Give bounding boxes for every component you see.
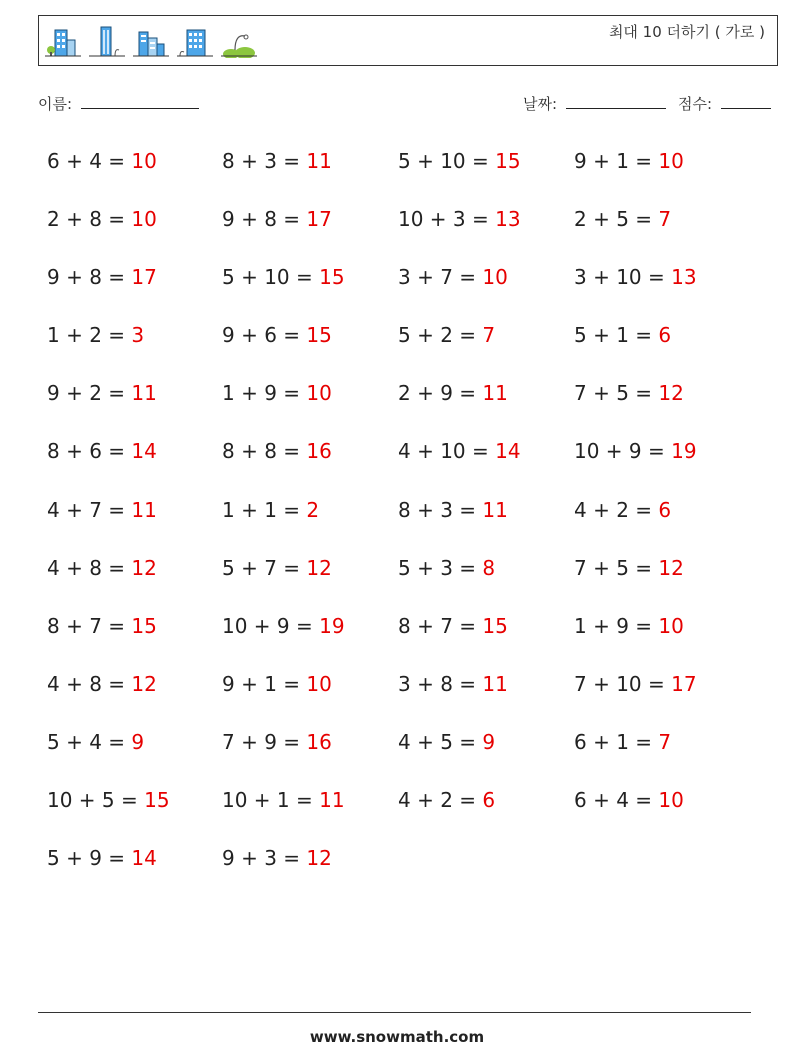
problem-answer: 16: [306, 439, 332, 464]
problem-item: [222, 727, 398, 785]
worksheet-title: 최대 10 더하기 ( 가로 ): [608, 23, 765, 41]
problem-answer: 14: [131, 439, 157, 464]
problem-answer: 7: [658, 207, 672, 232]
problem-answer: 11: [319, 788, 345, 813]
park-icon: [221, 24, 257, 58]
problem-question: 5 + 1 =: [574, 323, 653, 348]
problem-question: 8 + 3 =: [222, 149, 301, 173]
problem-answer: 6: [658, 323, 672, 348]
problem-answer: 17: [306, 207, 332, 232]
problem-question: 7 + 5 =: [574, 381, 653, 406]
problem-answer: 10: [131, 149, 157, 173]
problem-item: [47, 378, 222, 436]
problem-question: 2 + 9 =: [398, 381, 477, 406]
problem-question: 2 + 5 =: [574, 207, 653, 232]
problem-item: [222, 785, 398, 843]
problem-answer: 11: [131, 381, 157, 406]
name-line[interactable]: [81, 93, 199, 109]
problem-question: 2 + 8 =: [47, 207, 126, 232]
problem-answer: 11: [306, 149, 332, 173]
office-icon: [177, 24, 213, 58]
problem-item: [222, 553, 398, 611]
problem-item: [398, 204, 574, 262]
problem-question: 1 + 2 =: [47, 323, 126, 348]
problem-item: [47, 785, 222, 843]
problem-item: [222, 669, 398, 727]
name-label: 이름:: [38, 95, 73, 113]
problem-item: [47, 262, 222, 320]
city-icon: [133, 24, 169, 58]
problem-question: 3 + 7 =: [398, 265, 477, 290]
problem-question: 4 + 2 =: [574, 497, 653, 522]
problem-answer: 3: [131, 323, 145, 348]
problem-answer: 11: [131, 497, 157, 522]
problem-item: [398, 611, 574, 669]
problem-answer: 15: [306, 323, 332, 348]
problem-answer: 14: [495, 439, 521, 464]
problem-question: 8 + 7 =: [398, 613, 477, 638]
problem-question: 7 + 5 =: [574, 555, 653, 580]
problem-answer: 19: [671, 439, 697, 464]
problem-question: 4 + 8 =: [47, 555, 126, 580]
problem-answer: 11: [482, 381, 508, 406]
problem-answer: 9: [131, 729, 145, 754]
problem-item: [398, 262, 574, 320]
problem-answer: 11: [482, 671, 508, 696]
problem-question: 9 + 8 =: [47, 265, 126, 290]
problem-item: [222, 204, 398, 262]
problem-item: [574, 495, 757, 553]
problem-answer: 14: [131, 846, 157, 871]
problem-item: [574, 378, 757, 436]
score-line[interactable]: [721, 93, 771, 109]
problem-item: [398, 727, 574, 785]
problem-item: [574, 727, 757, 785]
problem-answer: 10: [658, 788, 684, 813]
name-field: [38, 93, 199, 114]
problem-question: 9 + 8 =: [222, 207, 301, 232]
problem-question: 4 + 5 =: [398, 729, 477, 754]
problem-item: [47, 320, 222, 378]
building-icon: [45, 24, 81, 58]
tower-icon: [89, 24, 125, 58]
problem-answer: 16: [306, 729, 332, 754]
problem-item: [47, 669, 222, 727]
problem-item: [47, 146, 222, 204]
problem-item: [398, 553, 574, 611]
problem-question: 1 + 9 =: [222, 381, 301, 406]
problem-answer: 12: [306, 846, 332, 871]
problem-item: [47, 843, 222, 901]
problem-answer: 10: [306, 671, 332, 696]
problem-question: 10 + 9 =: [574, 439, 665, 464]
problem-question: 4 + 7 =: [47, 497, 126, 522]
problem-question: 9 + 3 =: [222, 846, 301, 871]
problem-item: [222, 262, 398, 320]
problem-question: 8 + 6 =: [47, 439, 126, 464]
problem-item: [574, 553, 757, 611]
problem-answer: 12: [306, 555, 332, 580]
problem-answer: 17: [671, 671, 697, 696]
problem-question: 6 + 1 =: [574, 729, 653, 754]
problem-item: [574, 146, 757, 204]
problem-item: [222, 146, 398, 204]
problem-question: 4 + 2 =: [398, 788, 477, 813]
score-label: 점수:: [678, 95, 713, 113]
problem-question: 9 + 1 =: [222, 671, 301, 696]
problem-answer: 12: [131, 671, 157, 696]
problem-grid: [47, 146, 757, 901]
problem-question: 5 + 4 =: [47, 729, 126, 754]
problem-question: 5 + 2 =: [398, 323, 477, 348]
problem-item: [47, 436, 222, 494]
problem-question: 10 + 9 =: [222, 613, 313, 638]
problem-answer: 12: [131, 555, 157, 580]
problem-answer: 15: [482, 613, 508, 638]
problem-question: 7 + 9 =: [222, 729, 301, 754]
problem-question: 4 + 10 =: [398, 439, 489, 464]
problem-question: 5 + 3 =: [398, 555, 477, 580]
problem-answer: 7: [658, 729, 672, 754]
problem-question: 8 + 8 =: [222, 439, 301, 464]
problem-answer: 6: [482, 788, 496, 813]
problem-question: 1 + 9 =: [574, 613, 653, 638]
problem-item: [222, 495, 398, 553]
problem-answer: 10: [306, 381, 332, 406]
problem-item: [398, 378, 574, 436]
problem-answer: 15: [495, 149, 521, 173]
problem-question: 3 + 10 =: [574, 265, 665, 290]
problem-item: [574, 204, 757, 262]
problem-answer: 13: [495, 207, 521, 232]
problem-item: [47, 204, 222, 262]
problem-item: [222, 378, 398, 436]
problem-question: 1 + 1 =: [222, 497, 301, 522]
problem-question: 9 + 6 =: [222, 323, 301, 348]
problem-question: 9 + 1 =: [574, 149, 653, 173]
problem-question: 5 + 9 =: [47, 846, 126, 871]
problem-item: [47, 495, 222, 553]
problem-answer: 15: [131, 613, 157, 638]
problem-question: 10 + 5 =: [47, 788, 138, 813]
problem-item: [398, 669, 574, 727]
date-field: [523, 93, 666, 114]
problem-question: 5 + 10 =: [398, 149, 489, 173]
problem-question: 10 + 3 =: [398, 207, 489, 232]
problem-answer: 19: [319, 613, 345, 638]
problem-answer: 17: [131, 265, 157, 290]
problem-answer: 15: [319, 265, 345, 290]
footer-website: www.snowmath.com: [309, 1028, 485, 1046]
problem-item: [574, 320, 757, 378]
problem-item: [398, 320, 574, 378]
problem-question: 7 + 10 =: [574, 671, 665, 696]
problem-answer: 11: [482, 497, 508, 522]
problem-answer: 9: [482, 729, 496, 754]
problem-item: [398, 785, 574, 843]
problem-answer: 7: [482, 323, 496, 348]
problem-item: [398, 146, 574, 204]
problem-item: [398, 495, 574, 553]
problem-question: 8 + 7 =: [47, 613, 126, 638]
problem-item: [574, 436, 757, 494]
problem-answer: 6: [658, 497, 672, 522]
problem-question: 6 + 4 =: [574, 788, 653, 813]
problem-answer: 15: [144, 788, 170, 813]
problem-question: 5 + 10 =: [222, 265, 313, 290]
problem-item: [398, 436, 574, 494]
date-line[interactable]: [566, 93, 666, 109]
problem-question: 4 + 8 =: [47, 671, 126, 696]
problem-item: [222, 436, 398, 494]
problem-answer: 13: [671, 265, 697, 290]
problem-question: 9 + 2 =: [47, 381, 126, 406]
problem-item: [222, 320, 398, 378]
problem-item: [574, 785, 757, 843]
problem-question: 3 + 8 =: [398, 671, 477, 696]
problem-answer: 10: [131, 207, 157, 232]
problem-question: 6 + 4 =: [47, 149, 126, 173]
problem-answer: 12: [658, 555, 684, 580]
header-icons: [45, 24, 257, 58]
problem-question: 8 + 3 =: [398, 497, 477, 522]
problem-answer: 10: [482, 265, 508, 290]
problem-answer: 10: [658, 613, 684, 638]
problem-answer: 2: [306, 497, 320, 522]
problem-question: 10 + 1 =: [222, 788, 313, 813]
problem-answer: 12: [658, 381, 684, 406]
problem-item: [47, 553, 222, 611]
problem-item: [222, 611, 398, 669]
problem-item: [222, 843, 398, 901]
problem-item: [574, 262, 757, 320]
problem-answer: 10: [658, 149, 684, 173]
problem-item: [47, 611, 222, 669]
problem-answer: 8: [482, 555, 496, 580]
problem-item: [574, 611, 757, 669]
footer-divider: [38, 1012, 751, 1013]
score-field: [678, 93, 771, 114]
worksheet-header: [38, 15, 778, 66]
problem-item: [574, 669, 757, 727]
date-label: 날짜:: [523, 95, 558, 113]
problem-question: 5 + 7 =: [222, 555, 301, 580]
problem-item: [47, 727, 222, 785]
